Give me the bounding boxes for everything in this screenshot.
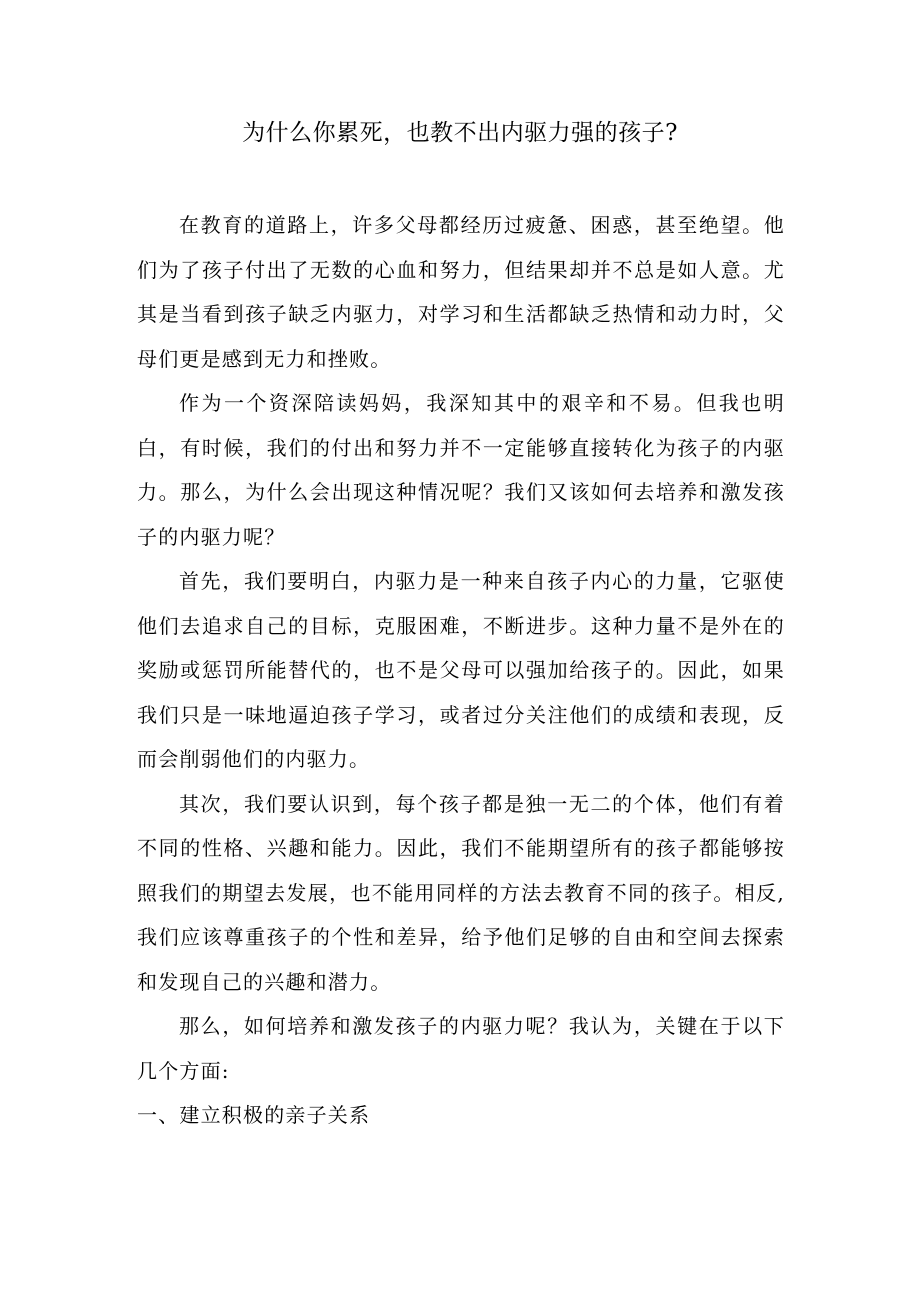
paragraph-3: 首先，我们要明白，内驱力是一种来自孩子内心的力量，它驱使他们去追求自己的目标，克服困难，不断进步。这种力量不是外在的奖励或惩罚所能替代的，也不是父母可以强加给孩子的。因此，如果我们只是一味地逼迫孩子学习，或者过分关注他们的成绩和表现，反而会削弱他们的内驱力。 <box>137 569 785 771</box>
paragraph-2: 作为一个资深陪读妈妈，我深知其中的艰辛和不易。但我也明白，有时候，我们的付出和努力并不一定能够直接转化为孩子的内驱力。那么，为什么会出现这种情况呢？我们又该如何去培养和激发孩子的内驱力呢？ <box>137 391 785 549</box>
paragraph-1: 在教育的道路上，许多父母都经历过疲惫、困惑，甚至绝望。他们为了孩子付出了无数的心血和努力，但结果却并不总是如人意。尤其是当看到孩子缺乏内驱力，对学习和生活都缺乏热情和动力时，父母们更是感到无力和挫败。 <box>137 213 785 371</box>
paragraph-5: 那么，如何培养和激发孩子的内驱力呢？我认为，关键在于以下几个方面: <box>137 1014 785 1083</box>
document-title: 为什么你累死，也教不出内驱力强的孩子? <box>242 120 678 146</box>
paragraph-4: 其次，我们要认识到，每个孩子都是独一无二的个体，他们有着不同的性格、兴趣和能力。因此，我们不能期望所有的孩子都能够按照我们的期望去发展，也不能用同样的方法去教育不同的孩子。相反,我们应该尊重孩子的个性和差异，给予他们足够的自由和空间去探索和发现自己的兴趣和潜力。 <box>137 791 785 994</box>
document-body <box>137 203 785 1138</box>
section-heading: 一、建立积极的亲子关系 <box>137 1103 371 1127</box>
